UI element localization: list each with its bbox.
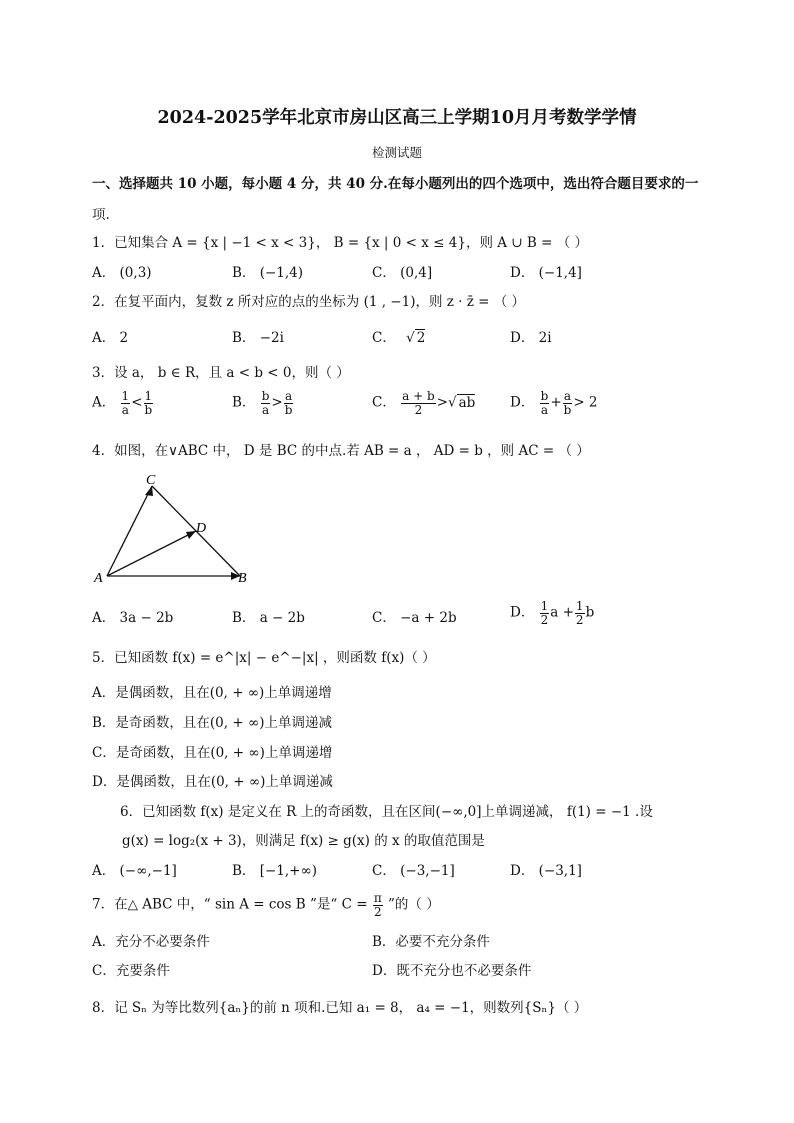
denominator: b <box>144 402 153 417</box>
option-letter: C． <box>372 394 396 411</box>
numerator: a <box>284 389 293 403</box>
numerator: b <box>540 389 549 403</box>
question-7-option-a: A．充分不必要条件 <box>92 934 210 950</box>
question-2-option-a: A． 2 <box>92 330 129 346</box>
denominator: a <box>540 402 549 417</box>
question-5-stem: 5．已知函数 f(x) = e^|x| − e^−|x| ，则函数 f(x)（ ） <box>92 650 436 666</box>
comparison: > 2 <box>573 394 598 411</box>
denominator: 2 <box>540 612 549 627</box>
question-8-stem: 8．记 Sₙ 为等比数列{aₙ}的前 n 项和.已知 a₁ = 8， a₄ = −1，则数列{Sₙ}（ ） <box>92 1000 588 1016</box>
option-letter: D． <box>510 394 535 411</box>
question-4-option-d: D． $\frac{1}{2}$ a + $\frac{1}{2}$ b <box>510 599 595 627</box>
question-4-option-b: B． a − 2b <box>232 610 305 626</box>
question-1-option-b: B． (−1,4) <box>232 265 304 281</box>
fraction <box>575 600 585 626</box>
question-6-option-a: A． (−∞,−1] <box>92 863 177 879</box>
label-b: B <box>238 571 247 586</box>
numerator: 1 <box>144 389 153 403</box>
numerator: 1 <box>575 599 584 613</box>
fraction <box>284 390 294 416</box>
fraction <box>540 390 550 416</box>
stem-tail: ”的（ ） <box>388 896 440 913</box>
section-heading-cont: 项. <box>92 207 110 223</box>
option-letter: A． <box>92 394 116 411</box>
denominator: a <box>121 402 129 417</box>
numerator: a <box>563 389 572 403</box>
option-letter: B． <box>232 394 256 411</box>
question-1-option-c: C． (0,4] <box>372 265 433 281</box>
question-3-option-b: B． $\frac{b}{a}$ > $\frac{a}{b}$ <box>232 389 293 417</box>
triangle-figure <box>92 468 262 588</box>
fraction <box>144 390 154 416</box>
denominator: a <box>261 402 270 417</box>
question-5-option-c: C．是奇函数，且在(0, + ∞)上单调递增 <box>92 745 333 761</box>
fraction <box>261 390 271 416</box>
question-6-option-d: D． (−3,1] <box>510 863 582 879</box>
question-6-option-b: B． [−1,+∞) <box>232 863 317 879</box>
fraction <box>373 892 383 918</box>
question-4-option-c: C． −a + 2b <box>372 610 457 626</box>
question-3-stem: 3．设 a， b ∈ R，且 a < b < 0，则（ ） <box>92 365 350 381</box>
fraction <box>563 390 573 416</box>
question-6-option-c: C． (−3,−1] <box>372 863 455 879</box>
question-5-option-a: A．是偶函数，且在(0, + ∞)上单调递增 <box>92 685 332 701</box>
question-4-option-a: A． 3a − 2b <box>92 610 174 626</box>
median-ad <box>107 531 196 576</box>
option-letter: C． <box>372 330 396 346</box>
question-1-option-a: A． (0,3) <box>92 265 152 281</box>
arrow-d-icon <box>186 531 196 539</box>
denominator: b <box>284 402 293 417</box>
question-1-stem: 1．已知集合 A = {x | −1 < x < 3}， B = {x | 0 < x ≤ 4}，则 A ∪ B = （ ） <box>92 235 588 251</box>
question-6-stem-cont: g(x) = log₂(x + 3)，则满足 f(x) ≥ g(x) 的 x 的取值范围是 <box>122 833 485 849</box>
label-a: A <box>94 571 103 586</box>
question-7-option-b: B．必要不充分条件 <box>372 934 490 950</box>
question-5-option-b: B．是奇函数，且在(0, + ∞)上单调递减 <box>92 715 332 731</box>
denominator: 2 <box>575 612 584 627</box>
denominator: 2 <box>414 402 423 417</box>
option-letter: D． <box>510 604 535 621</box>
question-1-option-d: D． (−1,4] <box>510 265 582 281</box>
question-7-option-d: D．既不充分也不必要条件 <box>372 963 532 979</box>
sqrt-radicand: ab <box>458 394 476 411</box>
edge-ac <box>107 486 152 576</box>
numerator: 1 <box>540 599 549 613</box>
sqrt-expression: √ 2 <box>406 330 426 346</box>
page-title: 2024-2025学年北京市房山区高三上学期10月月考数学学情 <box>157 108 637 128</box>
question-4-stem: 4．如图，在∨ABC 中， D 是 BC 的中点.若 AB = a ， AD = b ，则 AC = （ ） <box>92 443 590 459</box>
numerator: b <box>261 389 270 403</box>
question-2-option-b: B． −2i <box>232 330 284 346</box>
question-2-stem: 2．在复平面内，复数 z 所对应的点的坐标为 (1 , −1)，则 z · z̄ = （ ） <box>92 294 526 310</box>
numerator: π <box>373 891 382 905</box>
question-2-option-c <box>372 326 425 346</box>
denominator: b <box>563 402 572 417</box>
fraction <box>401 390 436 416</box>
sqrt-radicand: 2 <box>416 330 426 346</box>
fraction <box>540 600 550 626</box>
fraction <box>121 390 131 416</box>
question-2-option-d: D． 2i <box>510 330 552 346</box>
section-heading: 一、选择题共 10 小题，每小题 4 分，共 40 分.在每小题列出的四个选项中，选出符合题目要求的一 <box>92 176 699 192</box>
question-7-stem <box>92 892 440 918</box>
numerator: a + b <box>402 389 435 403</box>
label-c: C <box>146 473 156 488</box>
numerator: 1 <box>121 389 130 403</box>
question-7-option-c: C．充要条件 <box>92 963 170 979</box>
question-3-option-d: D． $\frac{b}{a}$ + $\frac{a}{b}$ > 2 <box>510 389 598 417</box>
question-3-option-a: A． $\frac{1}{a}$ < $\frac{1}{b}$ <box>92 389 153 417</box>
page-subtitle: 检测试题 <box>371 145 422 160</box>
stem-text: 7．在△ ABC 中，“ sin A = cos B ”是“ C = <box>92 896 368 913</box>
question-5-option-d: D．是偶函数，且在(0, + ∞)上单调递减 <box>92 774 333 790</box>
question-3-option-c: C． $\frac{a + b}{2}$ >√ ab <box>372 389 476 417</box>
question-6-stem: 6．已知函数 f(x) 是定义在 R 上的奇函数，且在区间(−∞,0]上单调递减， f(1) = −1 .设 <box>120 804 653 820</box>
label-d: D <box>196 521 207 536</box>
denominator: 2 <box>373 904 382 919</box>
